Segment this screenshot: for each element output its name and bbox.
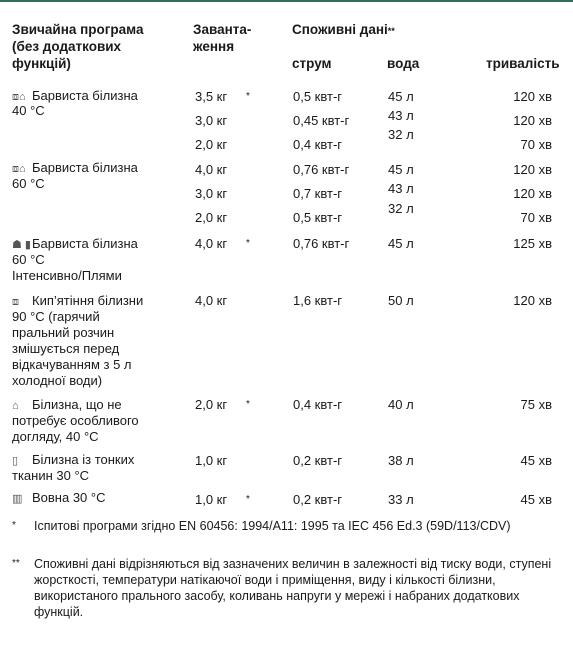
program-name-line: 40 °C bbox=[12, 103, 45, 118]
power-value: 0,4 квт-г bbox=[293, 137, 343, 152]
water-value: 45 л bbox=[388, 162, 414, 177]
program-name-line: 90 °C (гарячий bbox=[12, 309, 100, 324]
program-name: ☗ ▮Барвиста білизна bbox=[12, 236, 138, 251]
water-value: 43 л bbox=[388, 181, 414, 196]
footnote-test-programs bbox=[12, 518, 560, 534]
footnote-text: Споживні дані відрізняються від зазначених величин в залежності від тиску води, ступені жорсткості, температури натікаючої води і приміщення, виду і кількості білизни, використаного прального засобу, коливань напруги у мережі і набраних додаткових функцій. bbox=[34, 557, 552, 619]
program-name: ⧈ Кип’ятіння білизни bbox=[12, 293, 144, 308]
water-value: 45 л bbox=[388, 236, 414, 251]
duration-value: 45 хв bbox=[520, 453, 552, 468]
water-value: 50 л bbox=[388, 293, 414, 308]
duration-value: 120 хв bbox=[513, 113, 552, 128]
water-value: 43 л bbox=[388, 108, 414, 123]
program-name: ▥ Вовна 30 °C bbox=[12, 490, 106, 505]
power-value: 0,4 квт-г bbox=[293, 397, 343, 412]
load-value: 3,0 кг bbox=[195, 113, 228, 128]
wool-icon: ▥ bbox=[12, 493, 23, 505]
duration-value: 45 хв bbox=[520, 492, 552, 507]
header-duration: тривалість bbox=[486, 56, 560, 71]
power-value: 1,6 квт-г bbox=[293, 293, 343, 308]
footnote-mark: * bbox=[12, 520, 16, 531]
water-value: 32 л bbox=[388, 201, 414, 216]
duration-value: 120 хв bbox=[513, 89, 552, 104]
program-name-line: змішується перед bbox=[12, 341, 120, 356]
program-name-line: потребує особливого bbox=[12, 413, 139, 428]
program-name-line: 60 °C bbox=[12, 252, 45, 267]
footnote-mark: ** bbox=[12, 558, 20, 569]
program-name: ▯ Білизна із тонких bbox=[12, 452, 135, 467]
test-mark: * bbox=[246, 91, 250, 102]
duration-value: 120 хв bbox=[513, 162, 552, 177]
power-value: 0,7 квт-г bbox=[293, 186, 343, 201]
water-value: 33 л bbox=[388, 492, 414, 507]
duration-value: 125 хв bbox=[513, 236, 552, 251]
program-name-line: тканин 30 °C bbox=[12, 468, 90, 483]
program-name: ⧈⌂ Барвиста білизна bbox=[12, 88, 138, 103]
power-value: 0,76 квт-г bbox=[293, 236, 350, 251]
power-value: 0,2 квт-г bbox=[293, 492, 343, 507]
header-power: струм bbox=[292, 56, 332, 71]
power-value: 0,5 квт-г bbox=[293, 89, 343, 104]
program-name-line: холодної води) bbox=[12, 373, 103, 388]
program-name-line: пральний розчин bbox=[12, 325, 115, 340]
top-border bbox=[0, 0, 573, 2]
program-name: ⌂ Білизна, що не bbox=[12, 397, 122, 412]
power-value: 0,45 квт-г bbox=[293, 113, 350, 128]
water-value: 32 л bbox=[388, 127, 414, 142]
power-value: 0,2 квт-г bbox=[293, 453, 343, 468]
load-value: 4,0 кг bbox=[195, 162, 228, 177]
header-consumption: Споживні дані** bbox=[292, 22, 395, 37]
test-mark: * bbox=[246, 399, 250, 410]
load-value: 2,0 кг bbox=[195, 137, 228, 152]
water-value: 40 л bbox=[388, 397, 414, 412]
duration-value: 120 хв bbox=[513, 293, 552, 308]
test-mark: * bbox=[246, 238, 250, 249]
footnote-text: Іспитові програми згідно EN 60456: 1994/A11: 1995 та IEC 456 Ed.3 (59D/113/CDV) bbox=[34, 519, 511, 533]
water-value: 45 л bbox=[388, 89, 414, 104]
water-value: 38 л bbox=[388, 453, 414, 468]
delicate-icon: ▯ bbox=[12, 455, 19, 467]
load-value: 4,0 кг bbox=[195, 236, 228, 251]
header-program: Звичайна програма bbox=[12, 22, 144, 37]
load-value: 2,0 кг bbox=[195, 210, 228, 225]
program-name-line: відкачуванням з 5 л bbox=[12, 357, 132, 372]
header-load-1: Заванта- bbox=[193, 22, 252, 37]
duration-value: 75 хв bbox=[520, 397, 552, 412]
load-value: 1,0 кг bbox=[195, 453, 228, 468]
easycare-icon: ⌂ bbox=[12, 400, 19, 412]
program-name-line: Інтенсивно/Плями bbox=[12, 268, 122, 283]
cotton-icon: ⧈⌂ bbox=[12, 163, 26, 175]
header-program-sub1: (без додаткових bbox=[12, 39, 122, 54]
header-load-2: ження bbox=[193, 39, 235, 54]
header-program-sub2: функцій) bbox=[12, 56, 71, 71]
load-value: 3,5 кг bbox=[195, 89, 228, 104]
load-value: 1,0 кг bbox=[195, 492, 228, 507]
program-name: ⧈⌂ Барвиста білизна bbox=[12, 160, 138, 175]
duration-value: 70 хв bbox=[520, 137, 552, 152]
power-value: 0,76 квт-г bbox=[293, 162, 350, 177]
duration-value: 70 хв bbox=[520, 210, 552, 225]
footnote-consumption bbox=[12, 556, 560, 620]
intensive-icon: ☗ ▮ bbox=[12, 239, 31, 251]
test-mark: * bbox=[246, 494, 250, 505]
boil-icon: ⧈ bbox=[12, 296, 19, 308]
duration-value: 120 хв bbox=[513, 186, 552, 201]
load-value: 4,0 кг bbox=[195, 293, 228, 308]
program-name-line: догляду, 40 °C bbox=[12, 429, 99, 444]
power-value: 0,5 квт-г bbox=[293, 210, 343, 225]
program-name-line: 60 °C bbox=[12, 176, 45, 191]
cotton-icon: ⧈⌂ bbox=[12, 91, 26, 103]
load-value: 2,0 кг bbox=[195, 397, 228, 412]
load-value: 3,0 кг bbox=[195, 186, 228, 201]
header-water: вода bbox=[387, 56, 420, 71]
